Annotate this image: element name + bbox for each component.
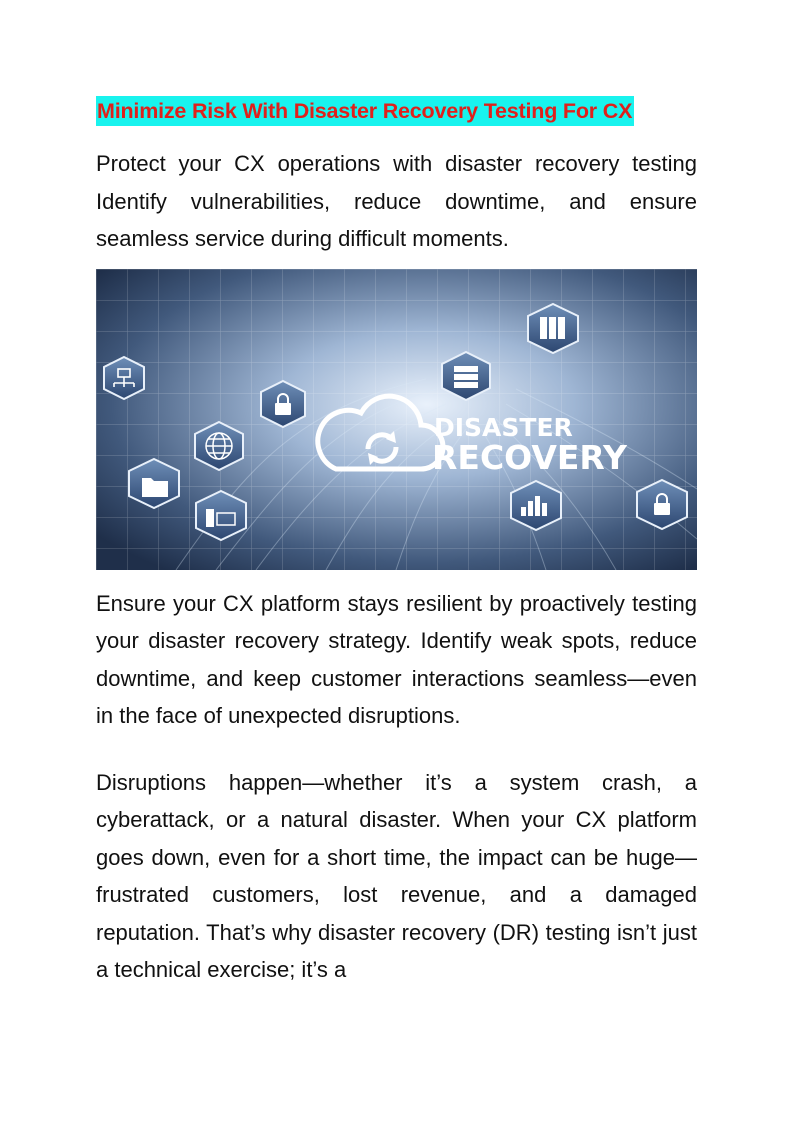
body-paragraph-3: Disruptions happen—whether it’s a system crash, a cyberattack, or a natural disaster. When your CX platform goes down, even for a short time, the impact can be huge—frustrated customers, lost revenue, and a damaged reputation. That’s why disaster recovery (DR) testing isn’t just a technical exercise; it’s a	[96, 769, 697, 982]
disaster-recovery-image	[96, 269, 697, 570]
image-text-recovery: RECOVERY	[432, 437, 627, 477]
network-icon	[104, 357, 144, 399]
device-icon	[196, 491, 246, 540]
body-paragraph-2: Ensure your CX platform stays resilient by proactively testing your disaster recovery strategy. Identify weak spots, reduce downtime, and keep customer interactions seamless—even in the face of unexpected disruptions.	[96, 590, 697, 728]
image-text-disaster: DISASTER	[434, 412, 573, 442]
intro-paragraph: Protect your CX operations with disaster recovery testing Identify vulnerabilities, reduce downtime, and ensure seamless service during difficult moments.	[96, 151, 697, 251]
chart-icon	[511, 481, 561, 530]
folder-icon	[129, 459, 179, 508]
database-icon	[528, 304, 578, 353]
lock-icon	[261, 381, 305, 427]
lock-icon	[637, 480, 687, 529]
document-page	[96, 96, 697, 989]
page-title: Minimize Risk With Disaster Recovery Testing For CX	[96, 96, 634, 126]
